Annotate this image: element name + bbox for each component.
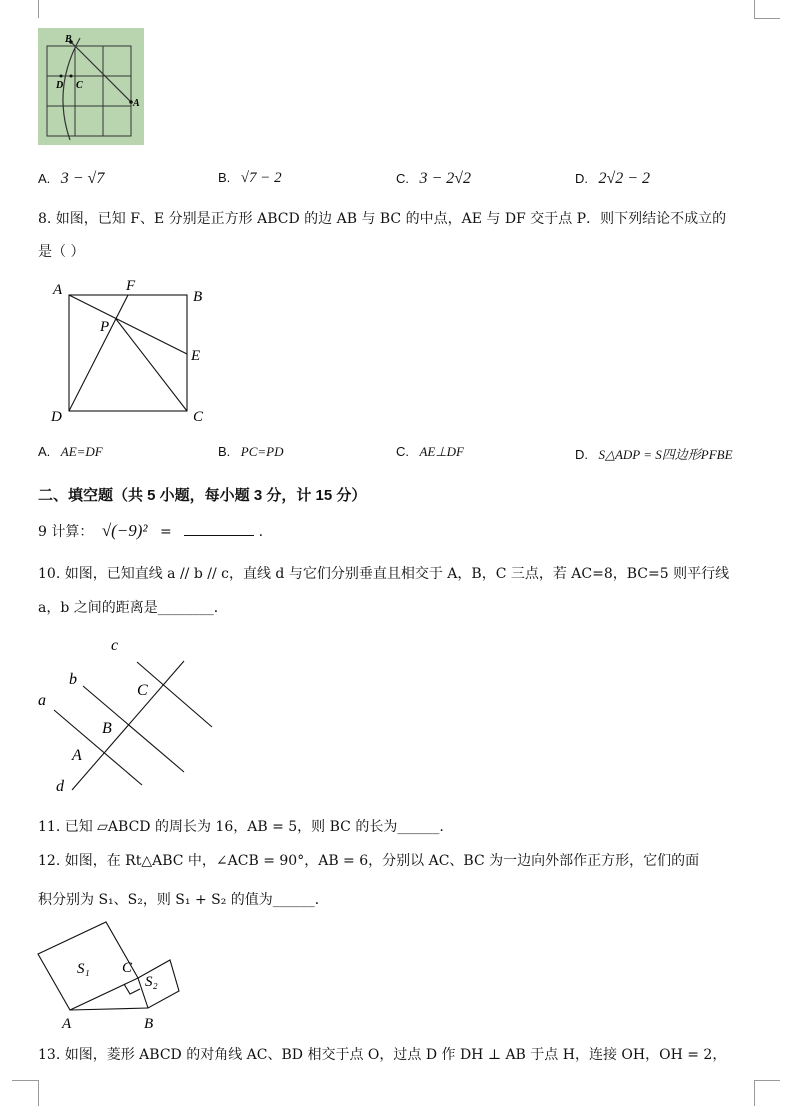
crop-mark-bottom-right-h <box>754 1080 780 1081</box>
crop-mark-bottom-right-v <box>754 1080 755 1106</box>
q8-option-b[interactable] <box>218 444 283 460</box>
q7-option-b-label: B. <box>218 170 231 185</box>
q8-label-c: C <box>193 409 204 425</box>
q8-figure <box>44 274 214 426</box>
q8-option-a[interactable] <box>38 444 103 460</box>
q12-label-s2: S₂ <box>145 974 158 990</box>
crop-mark-top-right-v <box>754 0 755 18</box>
q8-option-b-text: PC=PD <box>240 444 284 459</box>
q8-label-d: D <box>51 409 62 425</box>
crop-mark-bottom-left-h <box>12 1080 38 1081</box>
q12-label-b: B <box>144 1016 154 1032</box>
q9-answer-blank[interactable] <box>184 523 254 536</box>
q8-label-p: P <box>100 319 110 335</box>
q8-option-c-label: C. <box>396 444 409 459</box>
q7-option-a[interactable] <box>38 170 104 188</box>
section-title-fill-in: 二、填空题（共 5 小题，每小题 3 分，计 15 分） <box>38 487 367 504</box>
q8-option-a-label: A. <box>38 444 51 459</box>
q10-question-line1: 10. 如图，已知直线 a // b // c，直线 d 与它们分别垂直且相交于 A，B，C 三点，若 AC=8，BC=5 则平行线 <box>38 566 730 582</box>
q10-figure <box>34 630 224 800</box>
q9-expression: √(−9)² <box>101 521 148 540</box>
q8-option-c[interactable] <box>396 444 464 460</box>
q10-label-a-point: A <box>72 747 82 764</box>
q12-question-line2: 积分别为 S₁、S₂，则 S₁ + S₂ 的值为______． <box>38 892 329 908</box>
q10-label-c-line: c <box>111 637 119 654</box>
q7-option-b[interactable] <box>218 170 282 187</box>
q10-label-d-line: d <box>56 778 64 795</box>
q7-option-b-text: √7 − 2 <box>240 170 282 186</box>
q12-question-line1: 12. 如图，在 Rt△ABC 中，∠ACB = 90°，AB = 6，分别以 AC、BC 为一边向外部作正方形，它们的面 <box>38 853 700 869</box>
q9-prefix: 9 计算： <box>38 524 94 540</box>
q11-question: 11. 已知 ▱ABCD 的周长为 16，AB = 5，则 BC 的长为______. <box>38 819 444 835</box>
q8-question-line1: 8. 如图，已知 F、E 分别是正方形 ABCD 的边 AB 与 BC 的中点，AE 与 DF 交于点 P．则下列结论不成立的 <box>38 211 727 227</box>
q10-label-a-line: a <box>38 692 46 709</box>
q9-period: . <box>258 524 264 540</box>
q7-label-c: C <box>76 80 83 91</box>
q7-option-c-text: 3 − 2√2 <box>419 170 472 187</box>
q8-label-b: B <box>193 289 203 305</box>
q8-option-a-text: AE=DF <box>60 444 103 459</box>
q8-label-e: E <box>191 348 201 364</box>
q8-label-f: F <box>126 278 136 294</box>
q8-option-d[interactable] <box>575 444 733 463</box>
q8-option-b-label: B. <box>218 444 231 459</box>
crop-mark-top-left-v <box>38 0 39 18</box>
q7-option-c[interactable] <box>396 170 471 188</box>
q8-option-c-text: AE⊥DF <box>419 444 464 459</box>
q8-question-line2: 是（ ） <box>38 244 85 260</box>
q12-figure <box>34 918 194 1034</box>
q8-option-d-label: D. <box>575 447 588 462</box>
q7-figure <box>38 28 144 145</box>
q10-label-c-point: C <box>137 682 148 699</box>
q10-question-line2: a，b 之间的距离是________． <box>38 600 228 616</box>
q7-option-d-label: D. <box>575 171 588 186</box>
q12-label-c: C <box>122 960 133 976</box>
crop-mark-bottom-left-v <box>38 1080 39 1106</box>
q7-option-d-text: 2√2 − 2 <box>598 170 651 187</box>
q12-label-s1: S₁ <box>77 961 90 977</box>
q7-option-a-text: 3 − √7 <box>60 170 105 187</box>
q7-option-a-label: A. <box>38 171 51 186</box>
q7-label-b: B <box>65 34 72 45</box>
q13-question: 13. 如图，菱形 ABCD 的对角线 AC、BD 相交于点 O，过点 D 作 DH ⊥ AB 于点 H，连接 OH，OH = 2， <box>38 1047 727 1063</box>
q8-option-d-text: S△ADP = S四边形PFBE <box>598 447 733 462</box>
q7-label-d: D <box>56 80 64 91</box>
q9-equals: = <box>160 524 172 540</box>
crop-mark-top-right-h <box>754 18 780 19</box>
q9-question <box>38 521 263 541</box>
q7-option-c-label: C. <box>396 171 409 186</box>
q8-label-a: A <box>53 282 63 298</box>
q10-label-b-line: b <box>69 671 77 688</box>
q12-label-a: A <box>62 1016 72 1032</box>
q7-label-a: A <box>133 98 140 109</box>
q10-label-b-point: B <box>102 720 112 737</box>
q7-option-d[interactable] <box>575 170 650 188</box>
